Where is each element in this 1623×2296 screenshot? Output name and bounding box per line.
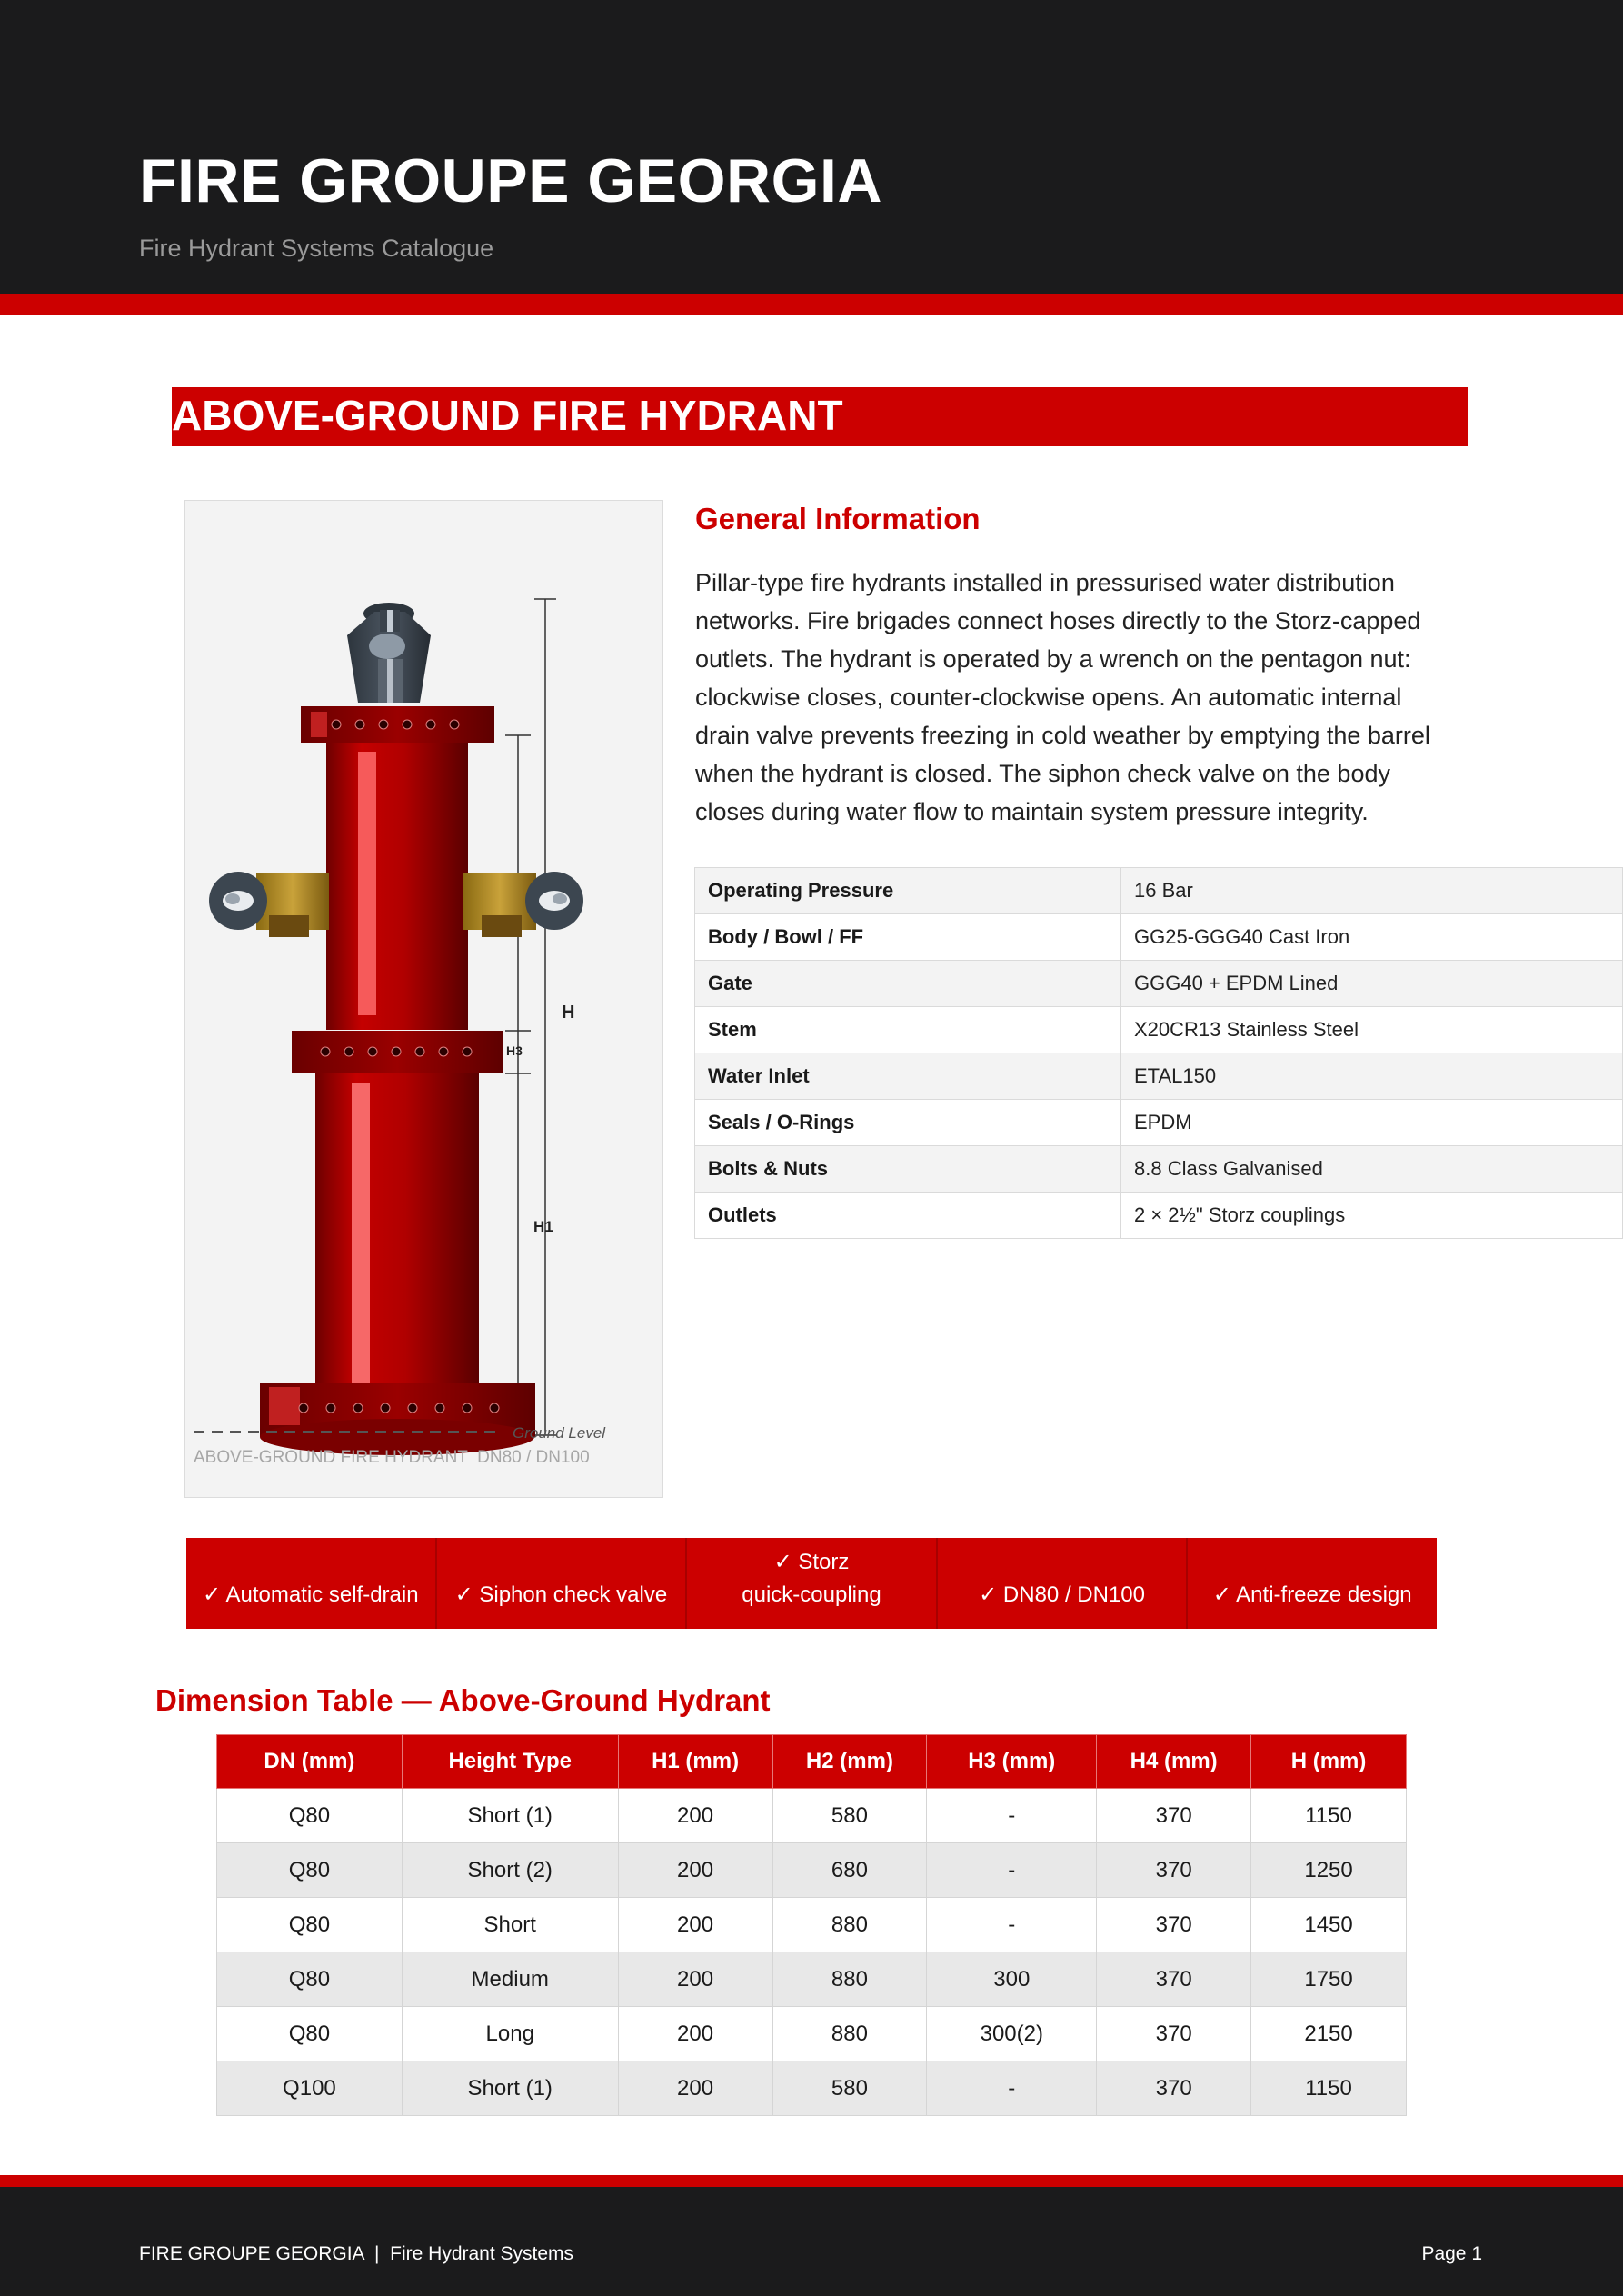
table-cell: - (927, 2061, 1097, 2116)
feature-line2: quick-coupling (742, 1582, 881, 1607)
column-header: Height Type (402, 1735, 618, 1789)
table-cell: Short (402, 1898, 618, 1952)
top-flange (301, 706, 494, 743)
table-cell: 300(2) (927, 2007, 1097, 2061)
section-title: ABOVE-GROUND FIRE HYDRANT (172, 392, 843, 439)
dim-label-h1: H1 (533, 1218, 553, 1235)
table-row (217, 1789, 1407, 1843)
table-cell: Q100 (217, 2061, 403, 2116)
dim-label-h3: H3 (506, 1043, 523, 1058)
storz-outlet-left-icon (209, 872, 329, 937)
pentagon-cap-icon (347, 603, 431, 703)
table-cell: 200 (618, 2061, 772, 2116)
spec-label: Operating Pressure (695, 868, 1121, 914)
spec-value: X20CR13 Stainless Steel (1121, 1007, 1623, 1053)
table-cell: 370 (1097, 1952, 1251, 2007)
page-number: Page 1 (1421, 2243, 1482, 2264)
general-info-body: Pillar-type fire hydrants installed in pressurised water distribution networks. Fire brigades connect hoses directly to the Storz-capped outlets. The hydrant is operated by a wrench on the pentagon nut: clockwise closes, counter-clockwise opens. An automatic internal drain valve prevents freezing in cold weather by emptying the barrel when the hydrant is closed. The siphon check valve on the body closes during water flow to maintain system pressure integrity. (695, 569, 1430, 825)
spec-label: Body / Bowl / FF (695, 914, 1121, 961)
storz-outlet-right-icon (463, 872, 583, 937)
illustration-caption: ABOVE-GROUND FIRE HYDRANT DN80 / DN100 (194, 1448, 590, 1467)
table-cell: 880 (772, 1898, 927, 1952)
table-cell: 370 (1097, 1843, 1251, 1898)
feature-storz-coupling (687, 1538, 938, 1629)
upper-barrel (326, 743, 468, 1030)
page-footer (0, 2187, 1623, 2296)
table-cell: 580 (772, 1789, 927, 1843)
table-cell: 1150 (1251, 2061, 1407, 2116)
spec-label: Seals / O-Rings (695, 1100, 1121, 1146)
footer-company: FIRE GROUPE GEORGIA | Fire Hydrant Systems (139, 2243, 574, 2264)
dim-label-h: H (562, 1003, 575, 1023)
table-cell: 1250 (1251, 1843, 1407, 1898)
spec-row (695, 868, 1623, 914)
section-banner (172, 387, 1468, 446)
table-cell: Short (2) (402, 1843, 618, 1898)
table-header-row (217, 1735, 1407, 1789)
table-cell: 880 (772, 2007, 927, 2061)
spec-label: Gate (695, 961, 1121, 1007)
lower-barrel (315, 1073, 479, 1421)
spec-value: GG25-GGG40 Cast Iron (1121, 914, 1623, 961)
table-cell: 370 (1097, 2007, 1251, 2061)
column-header: H1 (mm) (618, 1735, 772, 1789)
spec-label: Stem (695, 1007, 1121, 1053)
table-cell: 580 (772, 2061, 927, 2116)
table-cell: 2150 (1251, 2007, 1407, 2061)
spec-value: GGG40 + EPDM Lined (1121, 961, 1623, 1007)
hydrant-illustration (184, 500, 663, 1498)
spec-row (695, 1053, 1623, 1100)
spec-row (695, 1146, 1623, 1193)
table-cell: 300 (927, 1952, 1097, 2007)
feature-automatic-self-drain (186, 1538, 437, 1629)
table-row (217, 1898, 1407, 1952)
table-cell: Q80 (217, 1898, 403, 1952)
spec-value: 16 Bar (1121, 868, 1623, 914)
table-cell: Q80 (217, 1952, 403, 2007)
feature-line2: ✓ Siphon check valve (454, 1582, 668, 1607)
table-cell: 1150 (1251, 1789, 1407, 1843)
table-cell: Short (1) (402, 2061, 618, 2116)
footer-accent-bar (0, 2175, 1623, 2187)
table-cell: 680 (772, 1843, 927, 1898)
spec-label: Outlets (695, 1193, 1121, 1239)
dimension-table-heading: Dimension Table — Above-Ground Hydrant (155, 1683, 771, 1717)
table-cell: 1750 (1251, 1952, 1407, 2007)
feature-line2: ✓ Automatic self-drain (203, 1582, 419, 1607)
page-header (0, 0, 1623, 294)
spec-value: 2 × 2½" Storz couplings (1121, 1193, 1623, 1239)
spec-label: Bolts & Nuts (695, 1146, 1121, 1193)
company-title: FIRE GROUPE GEORGIA (139, 146, 883, 215)
table-row (217, 2061, 1407, 2116)
spec-value: ETAL150 (1121, 1053, 1623, 1100)
general-info-heading: General Information (695, 502, 981, 535)
table-cell: 370 (1097, 1789, 1251, 1843)
table-cell: - (927, 1789, 1097, 1843)
feature-bar (186, 1538, 1437, 1629)
spec-row (695, 914, 1623, 961)
table-cell: Q80 (217, 2007, 403, 2061)
table-cell: - (927, 1843, 1097, 1898)
column-header: H4 (mm) (1097, 1735, 1251, 1789)
table-cell: 1450 (1251, 1898, 1407, 1952)
spec-table (694, 867, 1623, 1239)
feature-line2: ✓ Anti-freeze design (1212, 1582, 1412, 1607)
spec-label: Water Inlet (695, 1053, 1121, 1100)
table-cell: 200 (618, 1789, 772, 1843)
ground-level-label: Ground Level (513, 1424, 606, 1442)
dimension-table (216, 1734, 1407, 2116)
catalogue-subtitle: Fire Hydrant Systems Catalogue (139, 235, 494, 262)
feature-siphon-check-valve (437, 1538, 688, 1629)
table-cell: Long (402, 2007, 618, 2061)
column-header: H2 (mm) (772, 1735, 927, 1789)
table-cell: Q80 (217, 1789, 403, 1843)
spec-row (695, 1007, 1623, 1053)
spec-value: 8.8 Class Galvanised (1121, 1146, 1623, 1193)
table-row (217, 1952, 1407, 2007)
table-row (217, 1843, 1407, 1898)
spec-row (695, 1193, 1623, 1239)
table-cell: 370 (1097, 1898, 1251, 1952)
column-header: H (mm) (1251, 1735, 1407, 1789)
spec-row (695, 961, 1623, 1007)
table-cell: 200 (618, 1898, 772, 1952)
column-header: DN (mm) (217, 1735, 403, 1789)
table-cell: Q80 (217, 1843, 403, 1898)
feature-dn-sizes (938, 1538, 1189, 1629)
table-cell: 370 (1097, 2061, 1251, 2116)
dimension-lines (505, 599, 556, 1435)
header-accent-bar (0, 294, 1623, 315)
column-header: H3 (mm) (927, 1735, 1097, 1789)
table-cell: Medium (402, 1952, 618, 2007)
table-cell: 200 (618, 1952, 772, 2007)
table-cell: - (927, 1898, 1097, 1952)
feature-anti-freeze (1188, 1538, 1437, 1629)
table-cell: 200 (618, 1843, 772, 1898)
table-cell: Short (1) (402, 1789, 618, 1843)
hydrant-drawing (185, 501, 664, 1499)
table-row (217, 2007, 1407, 2061)
table-cell: 200 (618, 2007, 772, 2061)
spec-value: EPDM (1121, 1100, 1623, 1146)
feature-line1: ✓ Storz (773, 1550, 850, 1574)
feature-line2: ✓ DN80 / DN100 (979, 1582, 1145, 1607)
table-cell: 880 (772, 1952, 927, 2007)
spec-row (695, 1100, 1623, 1146)
